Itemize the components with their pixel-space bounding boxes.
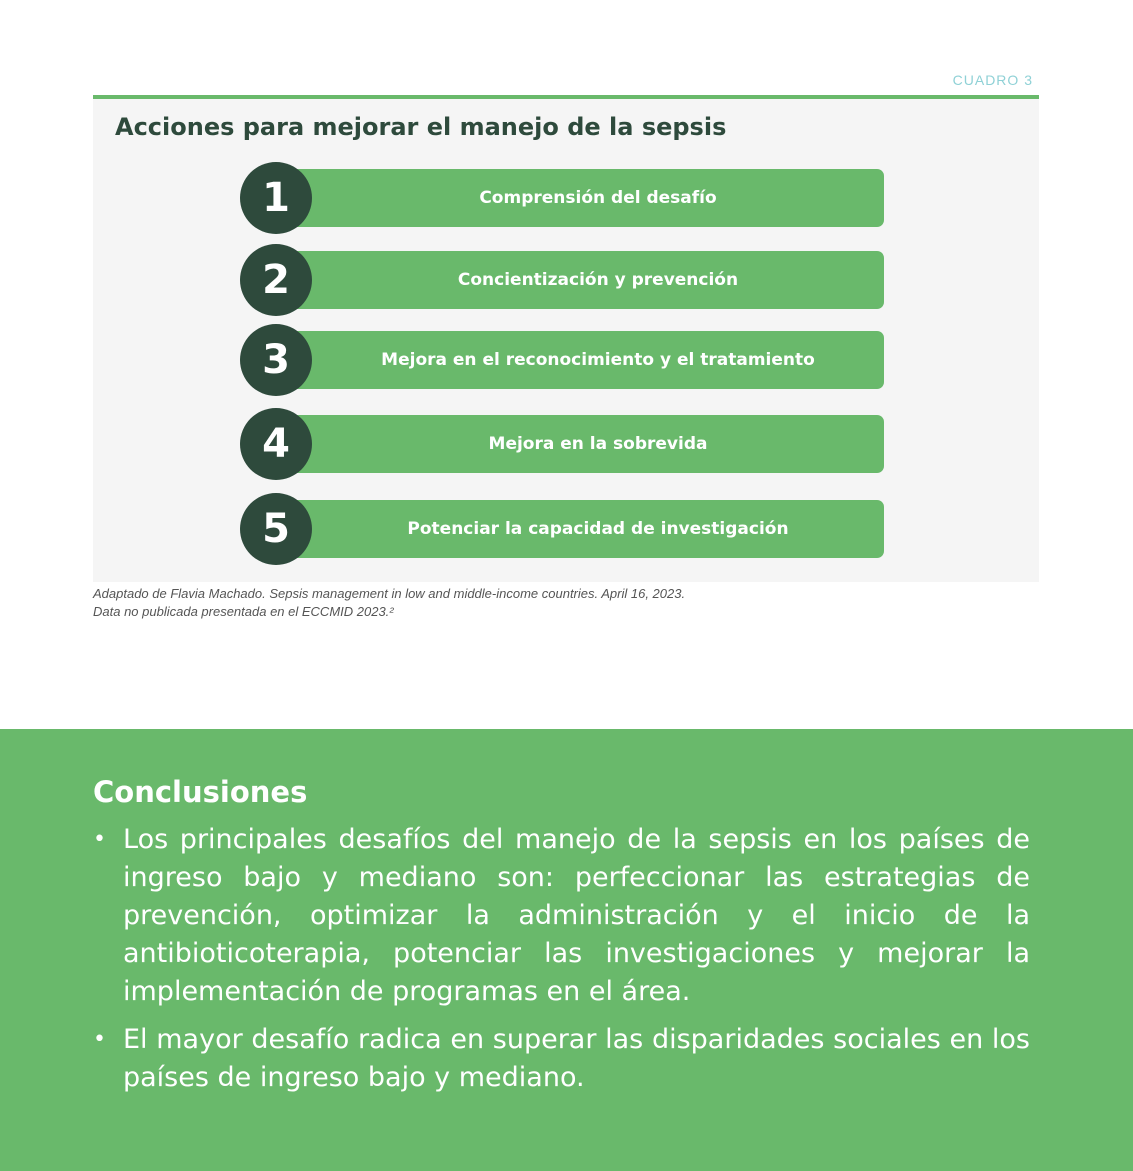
source-line-1: Adaptado de Flavia Machado. Sepsis management in low and middle-income countries. April 16, 2023. [93, 586, 686, 601]
step-number-badge: 1 [240, 162, 312, 234]
step-label: Concientización y prevención [276, 251, 884, 309]
step-number-badge: 5 [240, 493, 312, 565]
conclusions-list [93, 821, 1030, 1107]
step-3 [240, 324, 884, 396]
step-label: Mejora en el reconocimiento y el tratamiento [276, 331, 884, 389]
source-line-2: Data no publicada presentada en el ECCMID 2023.² [93, 604, 394, 619]
step-label: Mejora en la sobrevida [276, 415, 884, 473]
bullet-icon: • [93, 1027, 106, 1052]
box-title: Acciones para mejorar el manejo de la sepsis [115, 113, 727, 141]
step-number-badge: 3 [240, 324, 312, 396]
conclusions-title: Conclusiones [93, 775, 308, 809]
step-number-badge: 4 [240, 408, 312, 480]
actions-box [93, 95, 1039, 582]
bullet-icon: • [93, 827, 106, 852]
conclusions-section [0, 729, 1133, 1171]
conclusion-text: Los principales desafíos del manejo de la sepsis en los países de ingreso bajo y mediano son: perfeccionar las estrategias de prevención, optimizar la administración y el inicio de la antibioticoterapia, potenciar las investigaciones y mejorar la implementación de programas en el área. [123, 824, 1030, 1007]
step-2 [240, 244, 884, 316]
step-1 [240, 162, 884, 234]
step-number-badge: 2 [240, 244, 312, 316]
box-label: CUADRO 3 [952, 72, 1033, 88]
step-label: Comprensión del desafío [276, 169, 884, 227]
list-item [93, 1021, 1030, 1097]
step-5 [240, 493, 884, 565]
conclusion-text: El mayor desafío radica en superar las disparidades sociales en los países de ingreso bajo y mediano. [123, 1024, 1030, 1093]
source-note [93, 585, 685, 621]
step-4 [240, 408, 884, 480]
step-label: Potenciar la capacidad de investigación [276, 500, 884, 558]
list-item [93, 821, 1030, 1011]
